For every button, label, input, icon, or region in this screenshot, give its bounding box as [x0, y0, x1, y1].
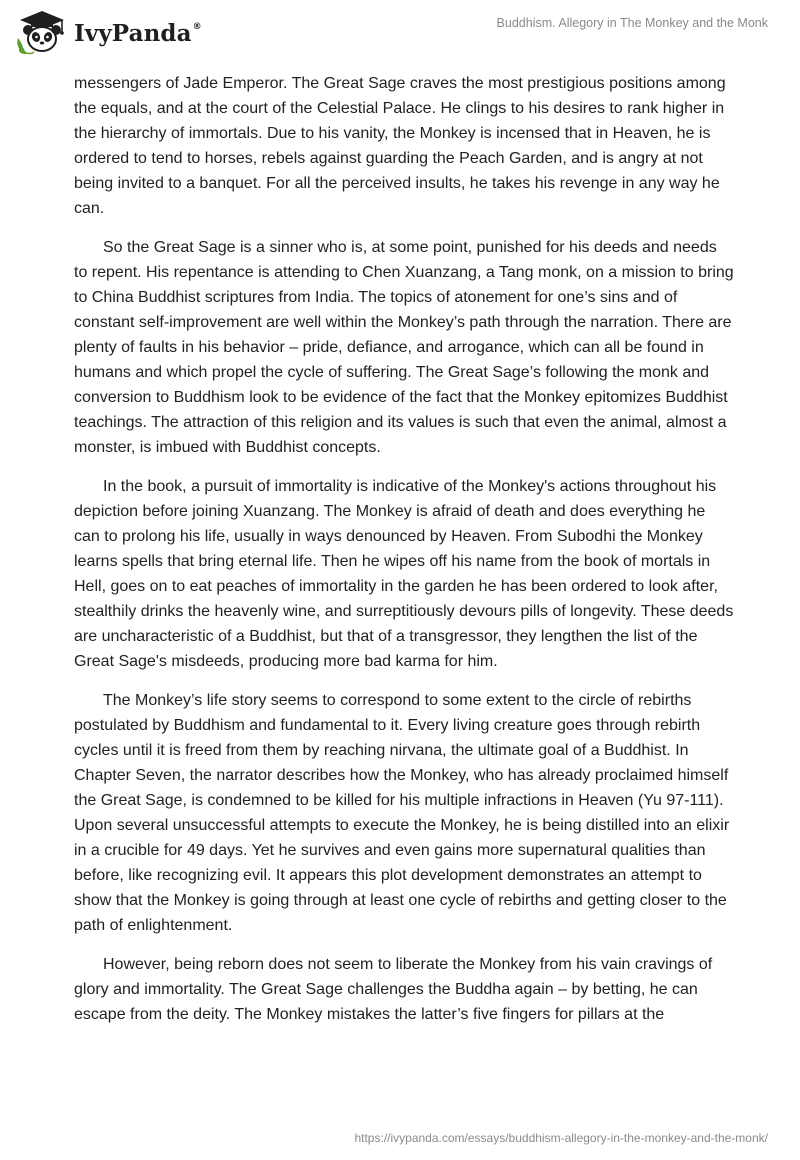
panda-logo-icon — [14, 8, 70, 56]
brand-name-text: IvyPanda — [74, 19, 192, 47]
paragraph: messengers of Jade Emperor. The Great Sage craves the most prestigious positions among the equals, and at the court of the Celestial Palace. He clings to his desires to rank higher in the hierarchy of immortals. Due to his vanity, the Monkey is incensed that in Heaven, he is ordered to tend to horses, rebels against guarding the Peach Garden, and is angry at not being invited to a banquet. For all the perceived insults, he takes his revenge in any way he can. — [74, 75, 726, 217]
paragraph: The Monkey’s life story seems to correspond to some extent to the circle of rebirths postulated by Buddhism and fundamental to it. Every living creature goes through rebirth cycles until it is freed from them by reaching nirvana, the ultimate goal of a Buddhist. In Chapter Seven, the narrator describes how the Monkey, who has already proclaimed himself the Great Sage, is condemned to be killed for his multiple infractions in Heaven (Yu 97-111). Upon several unsuccessful attempts to execute the Monkey, he is being distilled into an elixir in a crucible for 49 days. Yet he survives and even gains more supernatural qualities than before, like recognizing evil. It appears this plot development demonstrates an attempt to show that the Monkey is going through at least one cycle of rebirths and getting closer to the path of enlightenment. — [74, 692, 730, 934]
paragraph: So the Great Sage is a sinner who is, at some point, punished for his deeds and needs to repent. His repentance is attending to Chen Xuanzang, a Tang monk, on a mission to bring to China Buddhist scriptures from India. The topics of atonement for one’s sins and of constant self-improvement are well within the Monkey’s path through the narration. There are plenty of faults in his behavior – pride, defiance, and arrogance, which can all be found in humans and which propel the cycle of suffering. The Great Sage’s following the monk and conversion to Buddhism look to be evidence of the fact that the Monkey epitomizes Buddhist teachings. The attraction of this religion and its values is such that even the animal, almost a monster, is imbued with Buddhist concepts. — [74, 239, 734, 456]
essay-body — [74, 71, 734, 1041]
paragraph: In the book, a pursuit of immortality is indicative of the Monkey's actions throughout his depiction before joining Xuanzang. The Monkey is afraid of death and does everything he can to prolong his life, usually in ways denounced by Heaven. From Subodhi the Monkey learns spells that bring eternal life. Then he wipes off his name from the book of mortals in Hell, goes on to eat peaches of immortality in the garden he has been ordered to look after, stealthily drinks the heavenly wine, and surreptitiously devours pills of longevity. These deeds are uncharacteristic of a Buddhist, but that of a transgressor, they lengthen the list of the Great Sage's misdeeds, producing more bad karma for him. — [74, 478, 734, 670]
ivypanda-logo[interactable] — [14, 8, 202, 56]
brand-name — [74, 20, 202, 47]
document-title: Buddhism. Allegory in The Monkey and the Monk — [496, 16, 768, 30]
page-header — [0, 0, 800, 64]
registered-mark: ® — [192, 21, 202, 32]
paragraph: However, being reborn does not seem to liberate the Monkey from his vain cravings of glory and immortality. The Great Sage challenges the Buddha again – by betting, he can escape from the deity. The Monkey mistakes the latter’s five fingers for pillars at the — [74, 956, 713, 1023]
source-url[interactable]: https://ivypanda.com/essays/buddhism-allegory-in-the-monkey-and-the-monk/ — [354, 1131, 768, 1145]
